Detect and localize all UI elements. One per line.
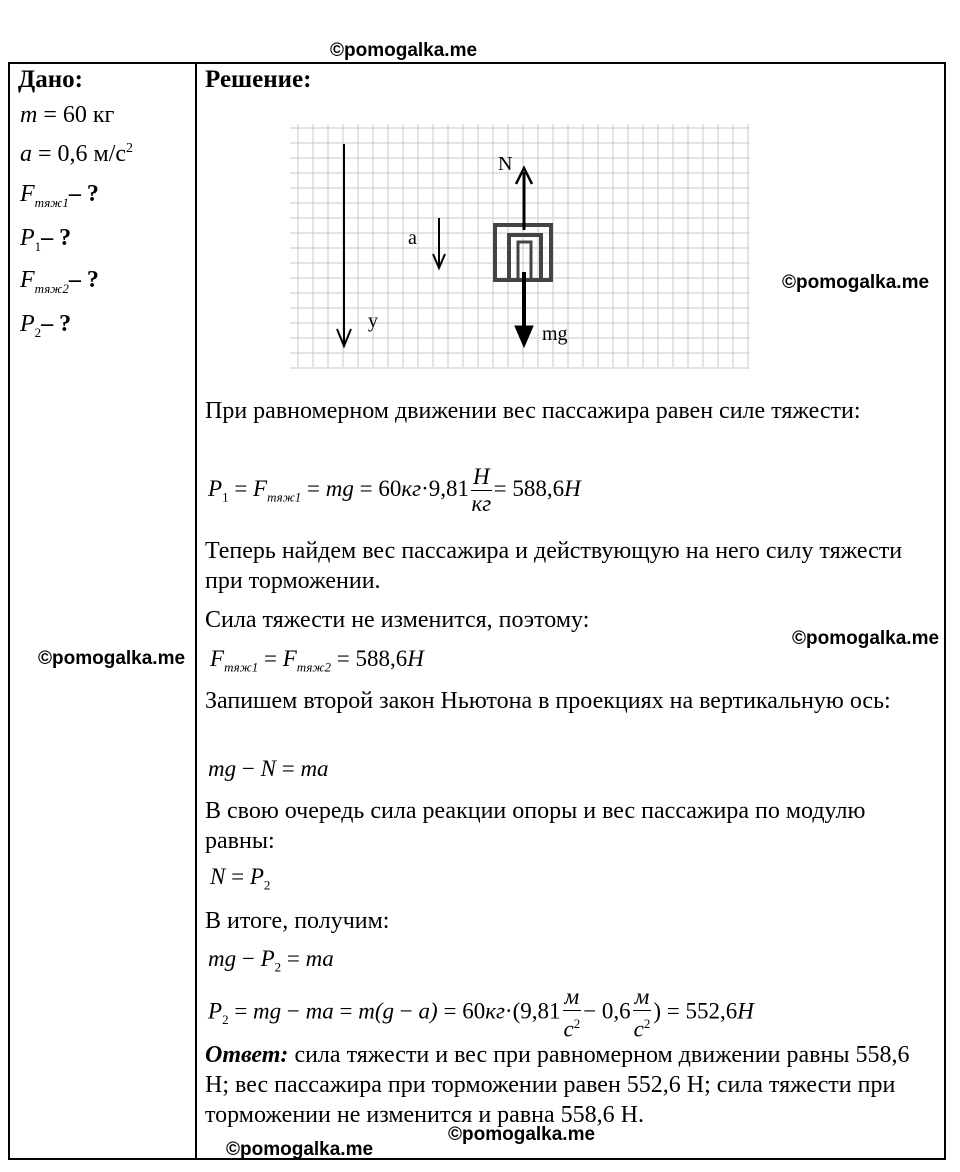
- formula-mg-p2: mg − $P_2$ = ma: [208, 946, 334, 975]
- answer-text: сила тяжести и вес при равномерном движении равны 558,6 Н; вес пассажира при торможении равен 552,6 Н; сила тяжести при торможении не изменится и равна 558,6 Н.: [205, 1042, 910, 1128]
- given-mass: m = 60 кг: [20, 102, 115, 128]
- paragraph-uniform-motion: При равномерном движении вес пассажира равен силе тяжести:: [205, 398, 861, 424]
- formula-n-equals-p2: $N = P_2$: [210, 864, 271, 893]
- given-ftyazh2: $F_{тяж2}-$ ?: [20, 267, 99, 296]
- y-axis-arrow: [337, 144, 351, 346]
- normal-force-arrow: [516, 168, 532, 230]
- label-y: y: [368, 310, 378, 332]
- given-ftyazh1: $F_{тяж1}-$ ?: [20, 181, 99, 210]
- given-acceleration: a = 0,6 $м/с^2$: [20, 141, 134, 167]
- paragraph-gravity-unchanged: Сила тяжести не изменится, поэтому:: [205, 607, 590, 633]
- formula-gravity-equal: $F_{тяж1} = F_{тяж2} = 588,6Н$: [210, 646, 424, 675]
- watermark-top: ©pomogalka.me: [330, 40, 478, 61]
- force-diagram: [280, 122, 755, 380]
- given-title: Дано:: [18, 66, 83, 93]
- solution-title: Решение:: [205, 66, 312, 93]
- paragraph-reaction-force: В свою очередь сила реакции опоры и вес пассажира по модулю равны:: [205, 798, 866, 854]
- watermark-left: ©pomogalka.me: [38, 648, 186, 669]
- given-p1: $P_1-$ ?: [20, 225, 72, 254]
- watermark-right-middle: ©pomogalka.me: [792, 628, 940, 649]
- label-n: N: [498, 153, 513, 175]
- formula-p1: $P_1 = F_{тяж1}$ = mg = 60кг·9,81 $\frac{Н}{кг}$ = 588,6Н: [208, 464, 581, 516]
- column-divider: [195, 62, 197, 1160]
- formula-newton: mg − N = ma: [208, 756, 329, 781]
- gravity-force-arrow: [515, 272, 533, 347]
- formula-p2: $P_2$ = mg − ma = m(g − a) = 60кг·(9,81 $\frac{м}{с^2}$ − 0,6 $\frac{м}{с^2}$ ) = 552,6Н: [208, 984, 754, 1042]
- acceleration-arrow: [433, 218, 445, 268]
- given-p2: $P_2-$ ?: [20, 311, 72, 340]
- label-mg: mg: [542, 323, 568, 345]
- watermark-bottom-center: ©pomogalka.me: [448, 1124, 596, 1145]
- watermark-bottom-left: ©pomogalka.me: [226, 1139, 374, 1160]
- paragraph-result: В итоге, получим:: [205, 908, 390, 934]
- paragraph-newton-law: Запишем второй закон Ньютона в проекциях на вертикальную ось:: [205, 688, 891, 714]
- answer-label: Ответ:: [205, 1042, 289, 1068]
- answer: [205, 1040, 935, 1130]
- paragraph-braking: Теперь найдем вес пассажира и действующую на него силу тяжести при торможении.: [205, 538, 903, 594]
- watermark-right-upper: ©pomogalka.me: [782, 272, 930, 293]
- label-a: a: [408, 227, 417, 249]
